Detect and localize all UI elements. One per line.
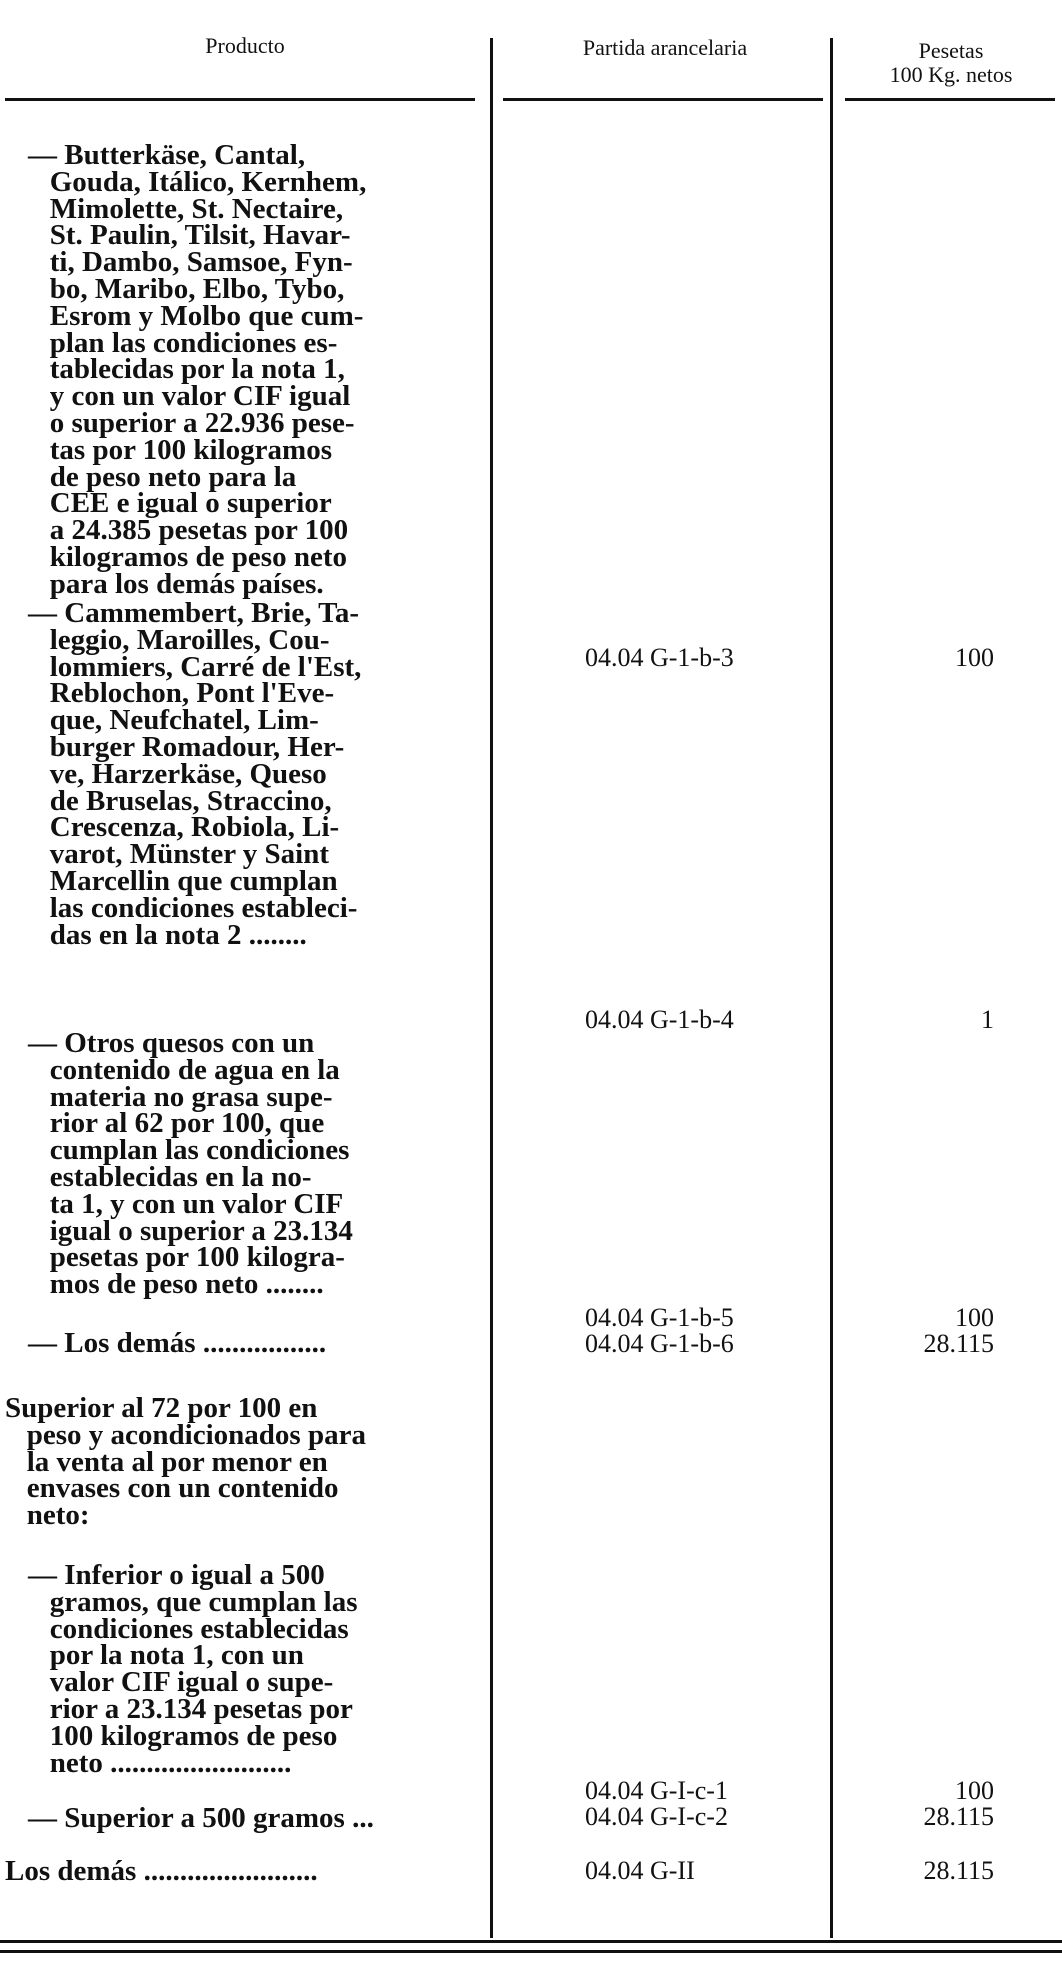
tariff-code: 04.04 G-1-b-3 bbox=[585, 643, 734, 672]
header-tariff: Partida arancelaria bbox=[582, 35, 748, 60]
tariff-code: 04.04 G-1-b-5 bbox=[585, 1303, 734, 1332]
header-product: Producto bbox=[205, 33, 285, 58]
price-value: 28.115 bbox=[923, 1856, 994, 1885]
product-block-otros-quesos: — Otros quesos con un contenido de agua en la materia no grasa supe- rior al 62 por 100, que cumplan las condiciones establecidas en la no- ta 1, y con un valor CIF igual o superior a 23.134 pesetas por 100 kilogra- mos de peso neto ........ bbox=[28, 1027, 353, 1301]
product-block-inferior-500: — Inferior o igual a 500 gramos, que cumplan las condiciones establecidas por la nota 1, con un valor CIF igual o supe- rior a 23.134 pesetas por 100 kilogramos de peso neto ......................... bbox=[28, 1559, 358, 1779]
tariff-code: 04.04 G-1-b-4 bbox=[585, 1005, 734, 1034]
product-block-cammembert: — Cammembert, Brie, Ta- leggio, Maroilles, Cou- lommiers, Carré de l'Est, Reblochon, Pont l'Eve- que, Neufchatel, Lim- burger Romadour, Her- ve, Harzerkäse, Queso de Bruselas, Straccino, Crescenza, Robiola, Li- varot, Münster y Saint Marcellin que cumplan las condiciones estableci- das en la nota 2 ........ bbox=[28, 597, 362, 951]
table-bottom-rule-second bbox=[0, 1950, 1062, 1953]
product-block-superior-500: — Superior a 500 gramos ... bbox=[28, 1802, 374, 1834]
price-value: 100 bbox=[955, 643, 994, 672]
price-value: 28.115 bbox=[923, 1802, 994, 1831]
product-block-superior-72: Superior al 72 por 100 en peso y acondicionados para la venta al por menor en envases con un contenido neto: bbox=[5, 1392, 366, 1532]
tariff-code: 04.04 G-I-c-2 bbox=[585, 1802, 728, 1831]
tariff-code: 04.04 G-1-b-6 bbox=[585, 1329, 734, 1358]
header-rule-pesetas bbox=[845, 98, 1055, 101]
price-value: 1 bbox=[981, 1005, 994, 1034]
product-block-soft-cheeses: — Butterkäse, Cantal, Gouda, Itálico, Kernhem, Mimolette, St. Nectaire, St. Paulin, Tilsit, Havar- ti, Dambo, Samsoe, Fyn- bo, Maribo, Elbo, Tybo, Esrom y Molbo que cum- plan las condiciones es- tablecidas por la nota 1, y con un valor CIF igual o superior a 22.936 pese- tas por 100 kilogramos de peso neto para la CEE e igual o superior a 24.385 pesetas por 100 kilogramos de peso neto para los demás países. bbox=[28, 139, 367, 600]
header-rule-tariff bbox=[503, 98, 823, 101]
price-value: 28.115 bbox=[923, 1329, 994, 1358]
table-bottom-rule bbox=[0, 1940, 1062, 1943]
tariff-code: 04.04 G-II bbox=[585, 1856, 695, 1885]
column-divider-left bbox=[490, 38, 493, 1938]
product-block-los-demas-1: — Los demás ................. bbox=[28, 1327, 327, 1359]
header-pesetas: Pesetas bbox=[918, 38, 984, 63]
product-block-los-demas-2: Los demás ........................ bbox=[5, 1855, 318, 1887]
header-rule-product bbox=[5, 98, 475, 101]
column-divider-right bbox=[830, 38, 833, 1938]
header-unit: 100 Kg. netos bbox=[889, 62, 1013, 87]
price-value: 100 bbox=[955, 1776, 994, 1805]
tariff-code: 04.04 G-I-c-1 bbox=[585, 1776, 728, 1805]
price-value: 100 bbox=[955, 1303, 994, 1332]
